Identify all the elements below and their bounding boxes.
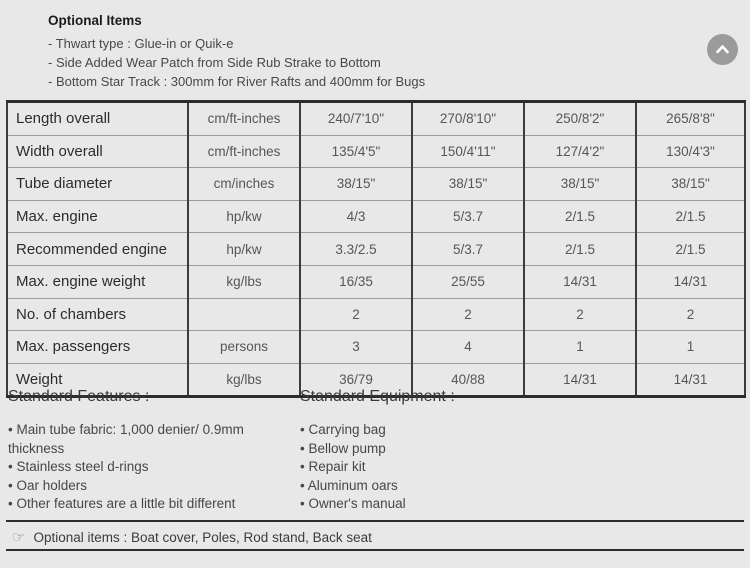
table-row	[7, 200, 745, 233]
cell-value: 150/4'11"	[412, 135, 524, 168]
cell-value: 4/3	[300, 200, 412, 233]
cell-value: 130/4'3"	[636, 135, 745, 168]
table-row	[7, 265, 745, 298]
cell-value: 5/3.7	[412, 200, 524, 233]
cell-value: 2/1.5	[636, 200, 745, 233]
equipment-item: • Repair kit	[300, 459, 366, 475]
row-label: Recommended engine	[7, 233, 188, 266]
row-label: Weight	[16, 371, 63, 389]
divider-line	[6, 520, 744, 522]
cell-value: 2	[636, 298, 745, 331]
divider-line	[6, 549, 744, 551]
row-label: Max. passengers	[7, 331, 188, 364]
cell-value: 5/3.7	[412, 233, 524, 266]
cell-value: 38/15"	[636, 168, 745, 201]
row-label: Max. engine	[7, 200, 188, 233]
row-unit: cm/inches	[188, 168, 300, 201]
table-row	[7, 102, 745, 136]
cell-value: 2/1.5	[524, 233, 636, 266]
cell-value: 40/88	[412, 363, 524, 397]
row-unit	[188, 298, 300, 331]
cell-value: 36/79	[300, 363, 412, 397]
feature-item: • Other features are a little bit different	[8, 496, 236, 512]
pointing-hand-icon: ☞	[12, 529, 26, 546]
scroll-to-top-button[interactable]	[707, 34, 738, 65]
equipment-item: • Owner's manual	[300, 496, 406, 512]
cell-value: 16/35	[300, 265, 412, 298]
cell-value: 14/31	[636, 363, 745, 397]
row-label: Width overall	[7, 135, 188, 168]
optional-note	[12, 528, 372, 546]
equipment-item: • Carrying bag	[300, 422, 386, 437]
cell-value: 250/8'2"	[524, 102, 636, 136]
row-unit: cm/ft-inches	[188, 135, 300, 168]
cell-value: 265/8'8"	[636, 102, 745, 136]
standard-features-section	[8, 388, 276, 514]
row-unit: kg/lbs	[188, 363, 300, 397]
standard-features-heading: Standard Features :	[8, 388, 150, 405]
row-label: No. of chambers	[7, 298, 188, 331]
row-unit: persons	[188, 331, 300, 364]
table-row	[7, 233, 745, 266]
cell-value: 240/7'10"	[300, 102, 412, 136]
cell-value: 2	[300, 298, 412, 331]
spec-table	[6, 100, 746, 398]
equipment-item: • Aluminum oars	[300, 477, 398, 493]
row-label: Max. engine weight	[7, 265, 188, 298]
optional-items-header	[48, 13, 425, 91]
cell-value: 2	[524, 298, 636, 331]
row-unit: cm/ft-inches	[188, 102, 300, 136]
table-row	[7, 135, 745, 168]
table-row	[7, 168, 745, 201]
cell-value: 1	[636, 331, 745, 364]
cell-value: 38/15"	[300, 168, 412, 201]
cell-value: 2/1.5	[524, 200, 636, 233]
cell-value: 25/55	[412, 265, 524, 298]
optional-item-line: - Bottom Star Track : 300mm for River Rafts and 400mm for Bugs	[48, 74, 426, 89]
chevron-up-icon	[713, 40, 732, 59]
table-row	[7, 298, 745, 331]
feature-item: • Oar holders	[8, 477, 88, 493]
row-label: Tube diameter	[7, 168, 188, 201]
feature-item: • Main tube fabric: 1,000 denier/ 0.9mm thickness	[8, 422, 244, 456]
row-unit: hp/kw	[188, 233, 300, 266]
standard-equipment-section	[300, 388, 580, 514]
cell-value: 4	[412, 331, 524, 364]
standard-equipment-heading: Standard Equipment :	[300, 388, 455, 405]
feature-item: • Stainless steel d-rings	[8, 459, 149, 475]
cell-value: 3	[300, 331, 412, 364]
optional-item-line: - Thwart type : Glue-in or Quik-e	[48, 36, 234, 51]
optional-items-title: Optional Items	[48, 13, 142, 28]
cell-value: 14/31	[636, 265, 745, 298]
cell-value: 14/31	[524, 363, 636, 397]
cell-value: 38/15"	[524, 168, 636, 201]
cell-value: 14/31	[524, 265, 636, 298]
cell-value: 135/4'5"	[300, 135, 412, 168]
equipment-item: • Bellow pump	[300, 440, 386, 456]
optional-item-line: - Side Added Wear Patch from Side Rub Strake to Bottom	[48, 55, 381, 70]
optional-note-text: Optional items : Boat cover, Poles, Rod stand, Back seat	[33, 529, 372, 545]
cell-value: 38/15"	[412, 168, 524, 201]
cell-value: 2/1.5	[636, 233, 745, 266]
row-unit: kg/lbs	[188, 265, 300, 298]
cell-value: 2	[412, 298, 524, 331]
cell-value: 3.3/2.5	[300, 233, 412, 266]
cell-value: 270/8'10"	[412, 102, 524, 136]
row-unit: hp/kw	[188, 200, 300, 233]
table-row	[7, 331, 745, 364]
cell-value: 1	[524, 331, 636, 364]
cell-value: 127/4'2"	[524, 135, 636, 168]
row-label: Length overall	[7, 102, 188, 136]
